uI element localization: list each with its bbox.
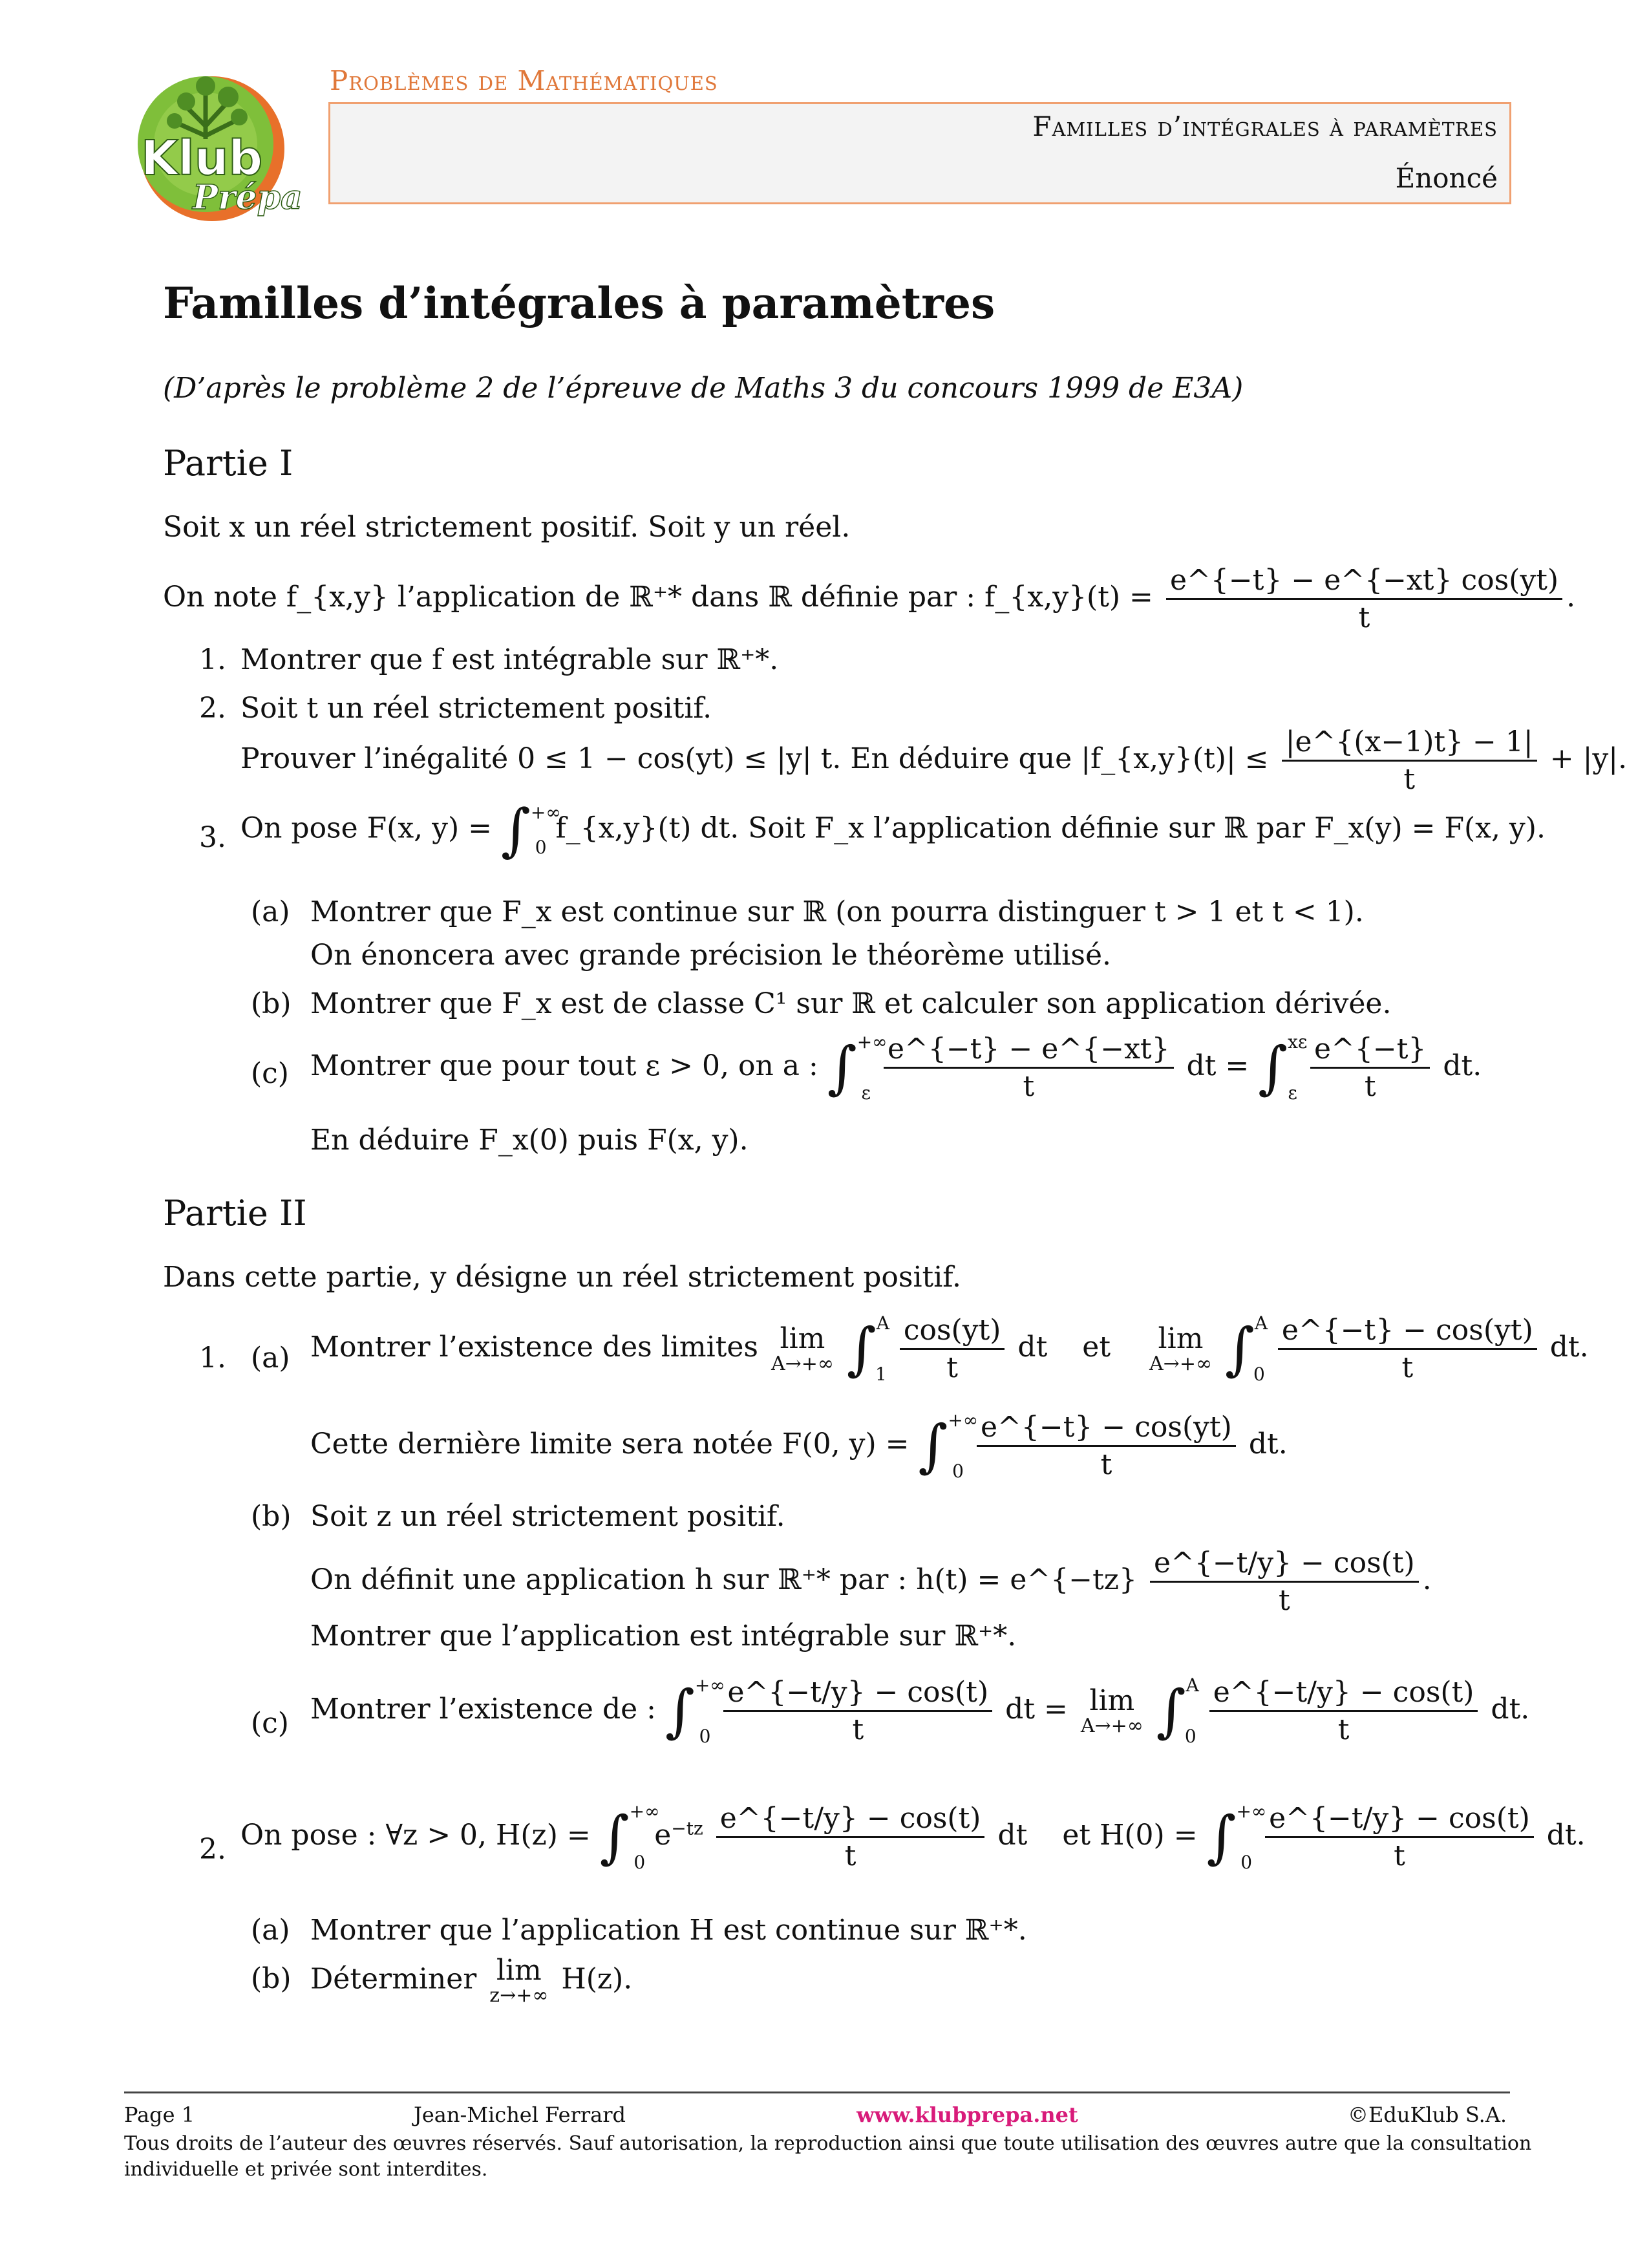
- question-1b2-lead: On définit une application h sur ℝ⁺* par : h(t) = e^{−tz}: [310, 1563, 1137, 1596]
- question-1c-lead: Montrer l’existence de :: [310, 1693, 656, 1726]
- limit: lim A→+∞: [1149, 1321, 1212, 1375]
- item-label: (b): [251, 987, 292, 1020]
- question-2-fraction-2: [1265, 1801, 1534, 1874]
- denominator: t: [1023, 1070, 1035, 1103]
- question-3c-lead: Montrer que pour tout ε > 0, on a :: [310, 1049, 818, 1082]
- question-1a-lead: Montrer l’existence des limites: [310, 1331, 758, 1364]
- integral-sign: ∫: [1258, 1034, 1288, 1101]
- integral-sign: ∫: [846, 1315, 877, 1382]
- partie-1-question-3c: Montrer que pour tout ε > 0, on a : ∫+∞ε $\frac{e\^{}\{-t\} - e\^{}\{-xt\}}{t}$ dt = ∫$^{x\varepsilon}$ε $\frac{e\^{}\{-t\}}{t}$ dt.: [310, 1031, 1482, 1104]
- denominator: t: [1337, 1713, 1350, 1746]
- question-3-lead: On pose F(x, y) =: [240, 811, 493, 845]
- integral-sign: ∫: [1206, 1803, 1237, 1870]
- numerator: e^{−t/y} − cos(t): [1209, 1674, 1478, 1712]
- item-label: (c): [251, 1057, 289, 1090]
- document-title: Familles d’intégrales à paramètres: [163, 278, 995, 328]
- question-2b-lead: Déterminer: [310, 1962, 477, 1996]
- item-label: (b): [251, 1500, 292, 1533]
- integral-sign: ∫: [501, 797, 531, 863]
- integral-sign: ∫: [665, 1677, 695, 1744]
- item-label: (c): [251, 1707, 289, 1740]
- question-2-lead: On pose : ∀z > 0, H(z) =: [240, 1819, 591, 1852]
- item-label: (b): [251, 1962, 292, 1995]
- question-2b-text: Prouver l’inégalité 0 ≤ 1 − cos(yt) ≤ |y| t. En déduire que |f_{x,y}(t)| ≤: [240, 742, 1269, 775]
- partie-1-heading: Partie I: [163, 443, 293, 484]
- footer-author: Jean-Michel Ferrard: [414, 2102, 626, 2127]
- denominator: t: [1278, 1584, 1290, 1617]
- denominator: t: [1358, 601, 1370, 634]
- integral-sign: ∫: [918, 1412, 948, 1479]
- denominator: t: [844, 1839, 856, 1872]
- footer-page: Page 1: [124, 2102, 195, 2127]
- question-1a-fraction-1: [900, 1312, 1005, 1385]
- item-label: (a): [251, 1914, 290, 1947]
- intro-2-fraction: [1166, 562, 1562, 636]
- footer-rule: [124, 2091, 1510, 2093]
- logo-text-bottom: Prépa: [193, 178, 303, 217]
- question-2b-tail: + |y|.: [1549, 742, 1627, 775]
- question-1a2-fraction: [977, 1409, 1236, 1482]
- partie-1-question-3a-1: Montrer que F_x est continue sur ℝ (on pourra distinguer t > 1 et t < 1).: [310, 895, 1364, 928]
- integral-sign: ∫: [1156, 1677, 1186, 1744]
- question-1c-fraction-2: [1209, 1674, 1478, 1748]
- partie-1-question-3a-2: On énoncera avec grande précision le théorème utilisé.: [310, 939, 1111, 972]
- question-2-fraction-1: [716, 1801, 985, 1874]
- partie-1-question-3b: Montrer que F_x est de classe C¹ sur ℝ et calculer son application dérivée.: [310, 987, 1392, 1020]
- partie-2-question-1b-3: Montrer que l’application est intégrable sur ℝ⁺*.: [310, 1620, 1017, 1653]
- partie-2-question-1b-2: On définit une application h sur ℝ⁺* par : h(t) = e^{−tz} $\frac{e\^{}\{-t/y\} - \cos(t)}{t}$ .: [310, 1546, 1432, 1617]
- integral-sign: ∫: [599, 1803, 630, 1870]
- footer-rights-2: individuelle et privée sont interdites.: [124, 2158, 488, 2181]
- series-title: Problèmes de Mathématiques: [330, 65, 718, 96]
- denominator: t: [1403, 763, 1416, 796]
- question-1b-fraction: [1150, 1545, 1419, 1618]
- partie-2-heading: Partie II: [163, 1193, 307, 1234]
- item-number: 3.: [199, 821, 226, 854]
- partie-2-question-1a-2: Cette dernière limite sera notée F(0, y) = ∫+∞0 $\frac{e\^{}\{-t\} - \cos(yt)}{t}$ dt.: [310, 1409, 1288, 1482]
- question-3-tail: f_{x,y}(t) dt. Soit F_x l’application définie sur ℝ par F_x(y) = F(x, y).: [555, 811, 1546, 845]
- partie-1-question-3c-2: En déduire F_x(0) puis F(x, y).: [310, 1124, 749, 1157]
- question-1c-fraction-1: [723, 1674, 992, 1748]
- footer-rights-1: Tous droits de l’auteur des œuvres réservés. Sauf autorisation, la reproduction ainsi que toute utilisation des œuvres autre que la consultation: [124, 2132, 1532, 2155]
- item-label: (a): [251, 1342, 290, 1375]
- item-number: 2.: [199, 692, 226, 725]
- numerator: e^{−t} − cos(yt): [1278, 1312, 1537, 1350]
- partie-2-question-2a: Montrer que l’application H est continue sur ℝ⁺*.: [310, 1914, 1027, 1947]
- numerator: e^{−t/y} − cos(t): [1150, 1545, 1419, 1583]
- header-title: Familles d’intégrales à paramètres: [1032, 111, 1498, 142]
- denominator: t: [1364, 1070, 1376, 1103]
- denominator: t: [1100, 1448, 1112, 1481]
- question-1a-et: et: [1082, 1331, 1111, 1364]
- footer-copyright: ©EduKlub S.A.: [1348, 2102, 1507, 2127]
- partie-1-question-1: Montrer que f est intégrable sur ℝ⁺*.: [240, 643, 779, 676]
- header-box: [328, 102, 1511, 204]
- numerator: e^{−t} − e^{−xt}: [884, 1031, 1174, 1069]
- header-subtitle: Énoncé: [1395, 162, 1498, 194]
- numerator: |e^{(x−1)t} − 1|: [1282, 724, 1537, 762]
- item-number: 1.: [199, 643, 226, 676]
- integral-sign: ∫: [1224, 1315, 1255, 1382]
- partie-2-intro: Dans cette partie, y désigne un réel strictement positif.: [163, 1261, 962, 1294]
- limit: lim A→+∞: [771, 1321, 834, 1375]
- partie-2-question-2: On pose : ∀z > 0, H(z) = ∫+∞0 $e^{-tz}$ $\frac{e\^{}\{-t/y\} - \cos(t)}{t}$ dt et H(0) = ∫+∞0 $\frac{e\^{}\{-t/y\} - \cos(t)}{t}$ dt.: [240, 1801, 1586, 1874]
- partie-1-intro-1: Soit x un réel strictement positif. Soit y un réel.: [163, 511, 851, 544]
- partie-2-question-1a: Montrer l’existence des limites lim A→+∞ ∫$^A$1 $\frac{\cos(yt)}{t}$ dt et lim A→+∞ ∫$^A$0 $\frac{e\^{}\{-t\} - \cos(yt)}{t}$ dt.: [310, 1312, 1589, 1385]
- klubprepa-logo: [115, 61, 309, 223]
- numerator: e^{−t/y} − cos(t): [723, 1674, 992, 1712]
- question-3c-fraction-1: [884, 1031, 1174, 1104]
- denominator: t: [946, 1351, 958, 1384]
- partie-1-question-2b: [240, 724, 1627, 797]
- partie-2-question-1c: Montrer l’existence de : ∫+∞0 $\frac{e\^{}\{-t/y\} - \cos(t)}{t}$ dt = lim A→+∞ ∫$^A$0 $\frac{e\^{}\{-t/y\} - \cos(t)}{t}$ dt.: [310, 1674, 1530, 1748]
- numerator: e^{−t}: [1310, 1031, 1430, 1069]
- partie-1-question-2a: Soit t un réel strictement positif.: [240, 692, 712, 725]
- item-number: 2.: [199, 1833, 226, 1866]
- document-subtitle: (D’après le problème 2 de l’épreuve de Maths 3 du concours 1999 de E3A): [163, 372, 1244, 405]
- denominator: t: [852, 1713, 864, 1746]
- partie-2-question-2b: [310, 1956, 632, 2006]
- numerator: e^{−t/y} − cos(t): [1265, 1801, 1534, 1838]
- logo-text-top: Klub: [141, 131, 263, 186]
- question-2b-fraction: [1282, 724, 1537, 797]
- question-2-mid: et H(0) =: [1062, 1819, 1198, 1852]
- denominator: t: [1401, 1351, 1414, 1384]
- item-number: 1.: [199, 1342, 226, 1375]
- item-label: (a): [251, 895, 290, 928]
- partie-1-intro-2: On note f_{x,y} l’application de ℝ⁺* dans ℝ définie par : f_{x,y}(t) = $\frac{e\^{}\{-t\} - e\^{}\{-xt\} \cos(yt)}{t}$ .: [163, 564, 1576, 634]
- numerator: e^{−t} − cos(yt): [977, 1409, 1236, 1447]
- partie-2-question-1b-1: Soit z un réel strictement positif.: [310, 1500, 785, 1533]
- partie-1-question-3: On pose F(x, y) = ∫+∞0 f_{x,y}(t) dt. Soit F_x l’application définie sur ℝ par F_x(y) = F(x, y).: [240, 797, 1546, 863]
- question-1a2-lead: Cette dernière limite sera notée F(0, y) =: [310, 1428, 909, 1460]
- denominator: t: [1394, 1839, 1405, 1872]
- intro-2-lhs: f_{x,y}(t) =: [984, 581, 1153, 614]
- question-1a-fraction-2: [1278, 1312, 1537, 1385]
- footer-site-link[interactable]: www.klubprepa.net: [856, 2102, 1078, 2127]
- intro-2-text: On note f_{x,y} l’application de ℝ⁺* dans ℝ définie par :: [163, 581, 976, 614]
- integral-sign: ∫: [827, 1034, 857, 1101]
- limit: lim A→+∞: [1080, 1684, 1143, 1737]
- question-2b-tail: H(z).: [561, 1962, 633, 1996]
- limit: lim z→+∞: [489, 1954, 549, 2007]
- numerator: e^{−t} − e^{−xt} cos(yt): [1166, 562, 1562, 600]
- question-3c-fraction-2: [1310, 1031, 1430, 1104]
- numerator: cos(yt): [900, 1312, 1005, 1350]
- numerator: e^{−t/y} − cos(t): [716, 1801, 985, 1838]
